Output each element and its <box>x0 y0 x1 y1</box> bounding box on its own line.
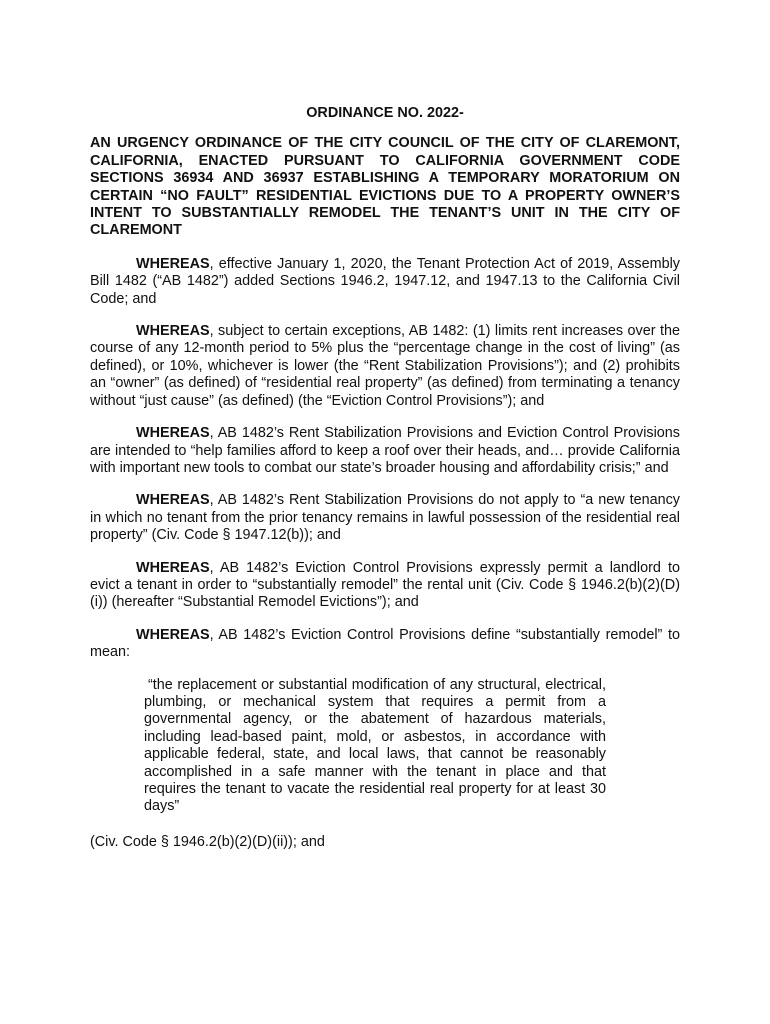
whereas-paragraph-3 <box>90 425 680 477</box>
ordinance-heading: AN URGENCY ORDINANCE OF THE CITY COUNCIL OF THE CITY OF CLAREMONT, CALIFORNIA, ENACTED PURSUANT TO CALIFORNIA GOVERNMENT CODE SECTIONS 36934 AND 36937 ESTABLISHING A TEMPORARY MORATORIUM ON CERTAIN “NO FAULT” RESIDENTIAL EVICTIONS DUE TO A PROPERTY OWNER’S INTENT TO SUBSTANTIALLY REMODEL THE TENANT’S UNIT IN THE CITY OF CLAREMONT <box>90 135 680 239</box>
whereas-paragraph-5 <box>90 560 680 612</box>
whereas-lead: WHEREAS <box>136 626 210 643</box>
whereas-lead: WHEREAS <box>136 255 210 272</box>
paragraph-text: , effective January 1, 2020, the Tenant Protection Act of 2019, Assembly Bill 1482 (“AB 1482”) added Sections 1946.2, 1947.12, and 1947.13 to the California Civil Code; and <box>90 255 680 307</box>
document-body <box>90 105 680 851</box>
whereas-lead: WHEREAS <box>136 559 210 576</box>
whereas-lead: WHEREAS <box>136 492 210 509</box>
closing-citation: (Civ. Code § 1946.2(b)(2)(D)(ii)); and <box>90 833 325 850</box>
whereas-paragraph-2 <box>90 323 680 410</box>
paragraph-text: , AB 1482’s Rent Stabilization Provisions and Eviction Control Provisions are intended to “help families afford to keep a roof over their heads, and… provide California with important new tools to combat our state’s broader housing and affordability crisis;” and <box>90 425 680 476</box>
whereas-lead: WHEREAS <box>136 425 210 442</box>
paragraph-text: , AB 1482’s Eviction Control Provisions define “substantially remodel” to mean: <box>90 626 680 661</box>
whereas-lead: WHEREAS <box>136 323 210 340</box>
whereas-paragraph-4 <box>90 492 680 544</box>
paragraph-text: , AB 1482’s Eviction Control Provisions expressly permit a landlord to evict a tenant in order to “substantially remodel” the rental unit (Civ. Code § 1946.2(b)(2)(D)(i)) (hereafter “Substantial Remodel Evictions”); and <box>90 559 680 611</box>
whereas-paragraph-6 <box>90 627 680 662</box>
block-quote: “the replacement or substantial modification of any structural, electrical, plumbing, or mechanical system that requires a permit from a governmental agency, or the abatement of hazardous materials, including lead-based paint, mold, or asbestos, in accordance with applicable federal, state, and local laws, that cannot be reasonably accomplished in a safe manner with the tenant in place and that requires the tenant to vacate the residential real property for at least 30 days” <box>144 676 606 815</box>
whereas-paragraph-1 <box>90 256 680 308</box>
paragraph-text: , subject to certain exceptions, AB 1482: (1) limits rent increases over the course of any 12-month period to 5% plus the “percentage change in the cost of living” (as defined), or 10%, whichever is lower (the “Rent Stabilization Provisions”); and (2) prohibits an “owner” (as defined) of “residential real property” (as defined) from terminating a tenancy without “just cause” (as defined) (the “Eviction Control Provisions”); and <box>90 323 680 409</box>
ordinance-title: ORDINANCE NO. 2022- <box>306 105 464 121</box>
paragraph-text: , AB 1482’s Rent Stabilization Provisions do not apply to “a new tenancy in which no tenant from the prior tenancy remains in lawful possession of the residential real property” (Civ. Code § 1947.12(b)); and <box>90 492 680 544</box>
